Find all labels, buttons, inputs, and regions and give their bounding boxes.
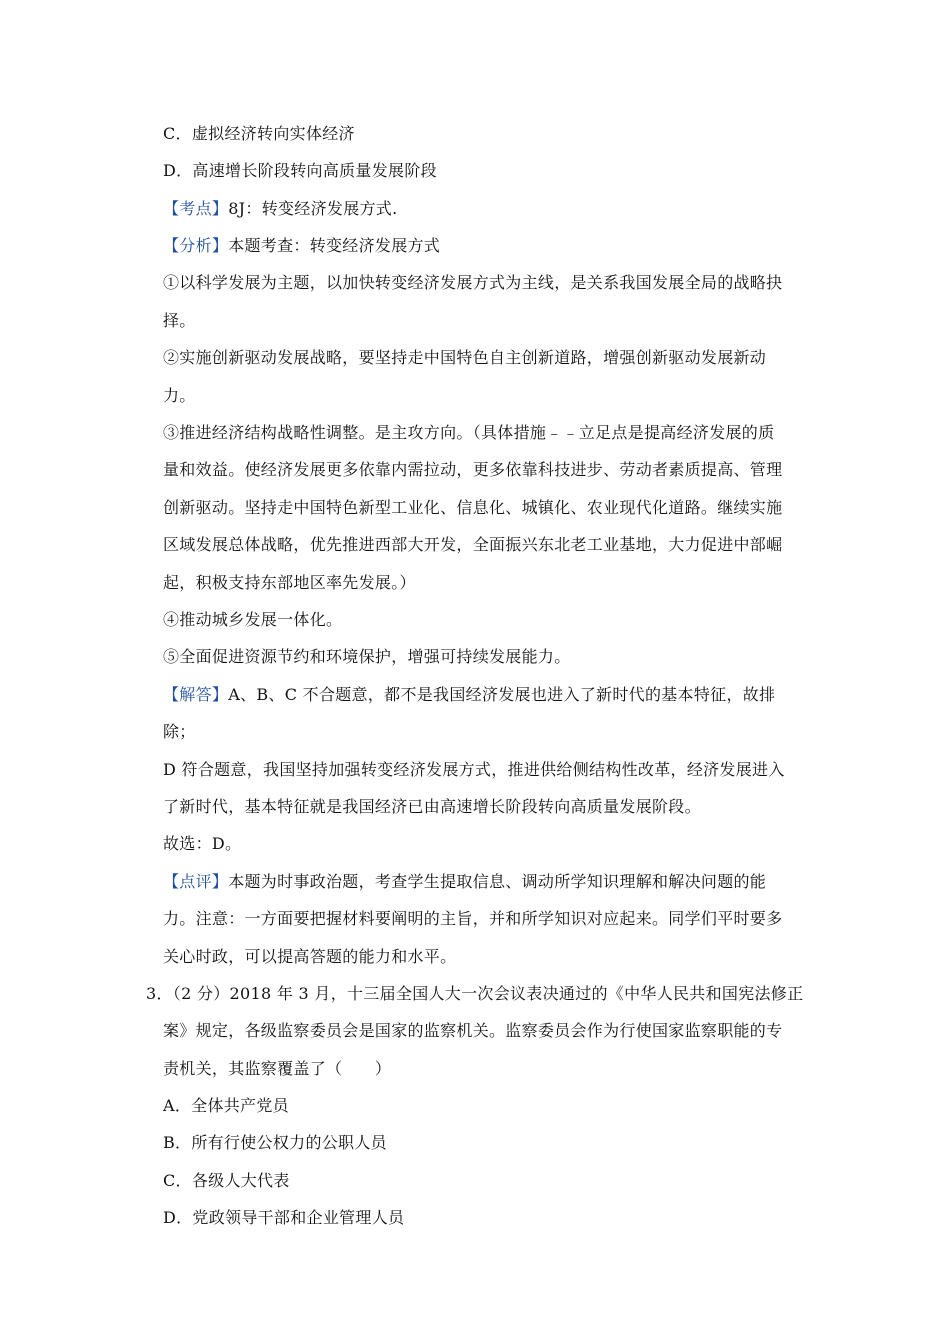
fenxi-text: 本题考查：转变经济发展方式	[228, 236, 441, 255]
question-3-line-2: 案》规定，各级监察委员会是国家的监察机关。监察委员会作为行使国家监察职能的专	[163, 1021, 783, 1040]
jieda-line-2: 除；	[163, 722, 196, 741]
question-3-option-d: D．党政领导干部和企业管理人员	[163, 1208, 405, 1227]
question-3-line-1: 3．（2 分）2018 年 3 月，十三届全国人大一次会议表决通过的《中华人民共和国宪法修正	[146, 984, 804, 1003]
analysis-point-3-line-3: 创新驱动。坚持走中国特色新型工业化、信息化、城镇化、农业现代化道路。继续实施	[163, 498, 783, 517]
jieda-line-3: D 符合题意，我国坚持加强转变经济发展方式，推进供给侧结构性改革，经济发展进入	[163, 760, 785, 779]
prev-option-d: D．高速增长阶段转向高质量发展阶段	[163, 161, 437, 180]
question-3-option-a: A．全体共产党员	[163, 1096, 289, 1115]
analysis-point-3-line-1: ③推进经济结构战略性调整。是主攻方向。（具体措施﹣﹣立足点是提高经济发展的质	[163, 423, 775, 442]
kaodian-line	[163, 199, 397, 219]
analysis-point-2-line-1: ②实施创新驱动发展战略，要坚持走中国特色自主创新道路，增强创新驱动发展新动	[163, 348, 767, 367]
jieda-tag: 【解答】	[163, 685, 229, 704]
question-3-option-c: C．各级人大代表	[163, 1171, 290, 1190]
fenxi-line	[163, 236, 440, 256]
jieda-line-4: 了新时代，基本特征就是我国经济已由高速增长阶段转向高质量发展阶段。	[163, 797, 701, 816]
analysis-point-4: ④推动城乡发展一体化。	[163, 610, 343, 629]
dianping-text-1: 本题为时事政治题，考查学生提取信息、调动所学知识理解和解决问题的能	[228, 872, 767, 891]
dianping-line-2: 力。注意：一方面要把握材料要阐明的主旨，并和所学知识对应起来。同学们平时要多	[163, 909, 783, 928]
dianping-line-3: 关心时政，可以提高答题的能力和水平。	[163, 947, 457, 966]
kaodian-text: 8J：转变经济发展方式.	[228, 199, 398, 218]
kaodian-tag: 【考点】	[163, 199, 229, 218]
fenxi-tag: 【分析】	[163, 236, 229, 255]
analysis-point-5: ⑤全面促进资源节约和环境保护，增强可持续发展能力。	[163, 647, 571, 666]
analysis-point-1-line-2: 择。	[163, 311, 196, 330]
analysis-point-1-line-1: ①以科学发展为主题，以加快转变经济发展方式为主线，是关系我国发展全局的战略抉	[163, 273, 783, 292]
analysis-point-3-line-5: 起，积极支持东部地区率先发展。）	[163, 573, 416, 592]
jieda-text-1: A、B、C 不合题意，都不是我国经济发展也进入了新时代的基本特征，故排	[228, 685, 776, 704]
question-3-line-3: 责机关，其监察覆盖了（ ）	[163, 1059, 392, 1078]
dianping-tag: 【点评】	[163, 872, 229, 891]
question-3-option-b: B．所有行使公权力的公职人员	[163, 1133, 387, 1152]
analysis-point-3-line-4: 区域发展总体战略，优先推进西部大开发，全面振兴东北老工业基地，大力促进中部崛	[163, 535, 783, 554]
jieda-answer: 故选：D。	[163, 834, 242, 853]
dianping-line-1	[163, 872, 766, 892]
analysis-point-2-line-2: 力。	[163, 386, 196, 405]
analysis-point-3-line-2: 量和效益。使经济发展更多依靠内需拉动，更多依靠科技进步、劳动者素质提高、管理	[163, 460, 783, 479]
jieda-line-1	[163, 685, 775, 705]
prev-option-c: C．虚拟经济转向实体经济	[163, 124, 355, 143]
